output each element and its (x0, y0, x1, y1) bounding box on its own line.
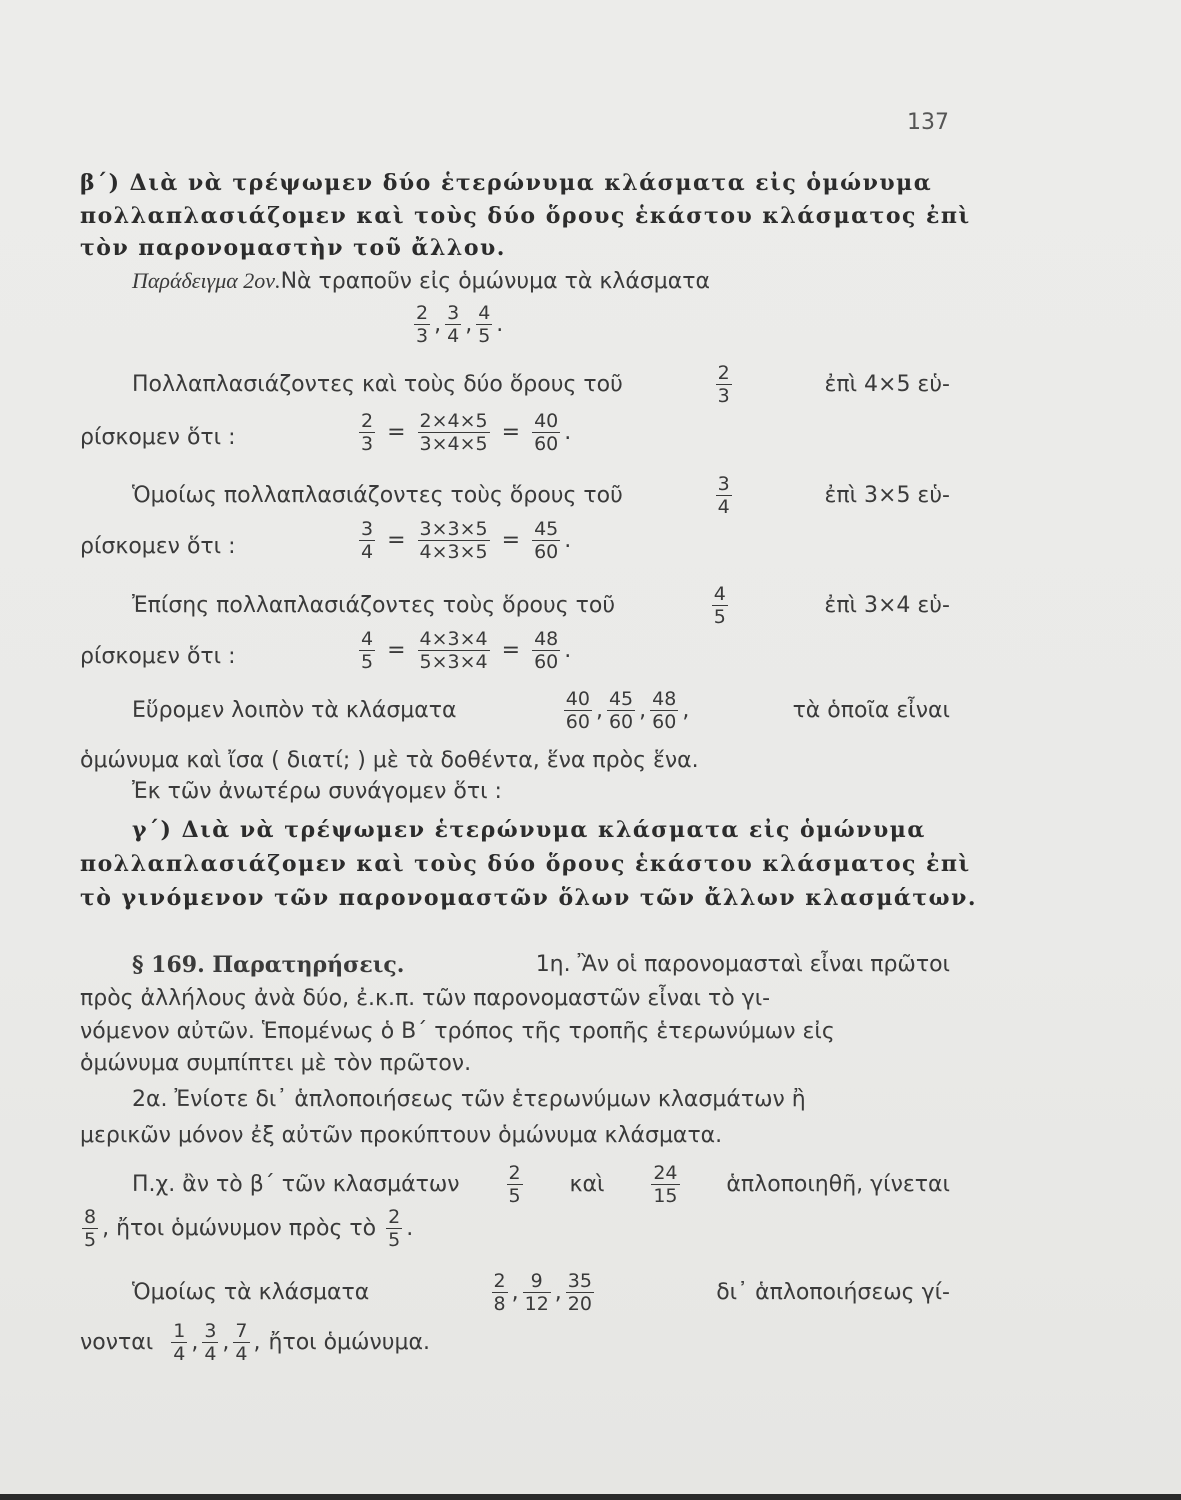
numerator: 4×3×4 (419, 628, 488, 650)
text: 1η. Ἂν οἱ παρονομασταὶ εἶναι πρῶτοι (535, 952, 950, 977)
section-heading: § 169. Παρατηρήσεις. (132, 952, 405, 978)
comma: , (682, 697, 690, 723)
section-169-line-1 (132, 950, 950, 980)
numerator: 45 (608, 688, 634, 710)
found-line-2: ὁμώνυμα καὶ ἴσα ( διατί; ) μὲ τὰ δοθέντα, ἕνα πρὸς ἕνα. (80, 748, 699, 773)
comma: , (595, 697, 603, 723)
section-169-line-4: ὁμώνυμα συμπίπτει μὲ τὸν πρῶτον. (80, 1051, 472, 1076)
denominator: 4 (204, 1343, 217, 1365)
denominator: 5 (84, 1229, 97, 1251)
example-label: Παράδειγμα 2ον. (132, 268, 281, 293)
comma: , (554, 1279, 562, 1305)
fraction (82, 1206, 98, 1251)
section-169-line-2 (80, 984, 950, 1014)
rule-c-line-2 (80, 849, 971, 879)
found-line-3: Ἐκ τῶν ἀνωτέρω συνάγομεν ὅτι : (132, 779, 502, 804)
numerator: 4 (361, 628, 374, 650)
denominator: 3 (717, 385, 730, 407)
fraction (716, 362, 732, 407)
rule-c-line-1 (132, 815, 950, 845)
numerator: 2 (717, 362, 730, 384)
fraction (171, 1320, 187, 1365)
period: . (564, 420, 572, 445)
section-169-line-6: μερικῶν μόνον ἐξ αὐτῶν προκύπτουν ὁμώνυμα κλάσματα. (80, 1123, 723, 1148)
text: ἤτοι ὁμώνυμα. (268, 1330, 430, 1355)
example-px-line-2 (78, 1206, 413, 1251)
denominator: 4 (235, 1343, 248, 1365)
text: πρὸς ἀλλήλους ἀνὰ δύο, ἐ.κ.π. τῶν παρονομαστῶν εἶναι τὸ γι- (80, 986, 771, 1011)
comma: , (639, 697, 647, 723)
text: τὰ ὁποῖα εἶναι (792, 697, 950, 723)
text: νονται (80, 1330, 154, 1355)
fraction (414, 302, 430, 347)
numerator: 2 (388, 1206, 401, 1228)
denominator: 4×3×5 (419, 541, 488, 563)
denominator: 3 (361, 433, 374, 455)
step2-equation (355, 518, 571, 563)
text: νόμενον αὐτῶν. Ἑπομένως ὁ Β΄ τρόπος τῆς τροπῆς ἑτερωνύμων εἰς (80, 1019, 835, 1044)
numerator: 3×3×5 (419, 518, 488, 540)
fraction (418, 410, 490, 455)
step3-finding: ρίσκομεν ὅτι : (80, 644, 236, 669)
fraction (359, 628, 375, 673)
found-line (132, 688, 950, 733)
comma: , (465, 312, 473, 337)
numerator: 45 (534, 518, 559, 540)
fraction (202, 1320, 218, 1365)
numerator: 3 (361, 518, 374, 540)
denominator: 3×4×5 (419, 433, 488, 455)
section-169-line-3 (80, 1017, 950, 1047)
text: πολλαπλασιάζομεν καὶ τοὺς δύο ὅρους ἑκάστου κλάσματος ἐπὶ (80, 851, 971, 877)
numerator: 4 (478, 302, 491, 324)
denominator: 5×3×4 (419, 651, 488, 673)
denominator: 15 (653, 1185, 678, 1207)
numerator: 8 (84, 1206, 97, 1228)
numerator: 40 (565, 688, 590, 710)
fraction (418, 518, 490, 563)
equals-sign: = (387, 528, 406, 553)
fraction (532, 410, 560, 455)
fraction (532, 518, 560, 563)
fraction (651, 1162, 679, 1207)
text: Πολλαπλασιάζοντες καὶ τοὺς δύο ὅρους τοῦ (132, 371, 623, 397)
fraction (476, 302, 492, 347)
numerator: 2 (416, 302, 429, 324)
example-line (132, 266, 1002, 297)
text: Εὕρομεν λοιπὸν τὰ κλάσματα (132, 697, 457, 723)
rule-c-line-3: τὸ γινόμενον τῶν παρονομαστῶν ὅλων τῶν ἄλλων κλασμάτων. (80, 885, 978, 911)
numerator: 48 (652, 688, 677, 710)
fraction (445, 302, 461, 347)
denominator: 5 (478, 325, 491, 347)
equals-sign: = (387, 638, 406, 663)
text: , ἤτοι ὁμώνυμον πρὸς τὸ (102, 1216, 377, 1241)
denominator: 5 (713, 606, 726, 628)
numerator: 3 (447, 302, 460, 324)
step3-equation (355, 628, 571, 673)
denominator: 5 (361, 651, 374, 673)
denominator: 60 (534, 541, 559, 563)
denominator: 4 (361, 541, 374, 563)
section-169-line-5 (132, 1085, 950, 1115)
denominator: 4 (717, 496, 730, 518)
step1-finding: ρίσκομεν ὅτι : (80, 425, 236, 450)
example-text: Νὰ τραποῦν εἰς ὁμώνυμα τὰ κλάσματα (280, 269, 711, 294)
text: Π.χ. ἂν τὸ β΄ τῶν κλασμάτων (132, 1171, 460, 1197)
numerator: 48 (534, 628, 559, 650)
rule-b-line-2 (80, 201, 971, 231)
fraction (233, 1320, 249, 1365)
numerator: 3 (717, 473, 730, 495)
period: . (406, 1216, 414, 1241)
fraction (712, 583, 728, 628)
step2-line (132, 473, 950, 518)
fraction (507, 1162, 523, 1207)
example-px-line (132, 1162, 950, 1207)
numerator: 40 (534, 410, 559, 432)
fraction (607, 688, 635, 733)
step2-finding: ρίσκομεν ὅτι : (80, 534, 236, 559)
similar-line (132, 1270, 950, 1315)
denominator: 60 (608, 711, 634, 733)
denominator: 5 (388, 1229, 401, 1251)
comma: , (511, 1279, 519, 1305)
fraction (359, 410, 375, 455)
fraction (650, 688, 678, 733)
denominator: 4 (447, 325, 460, 347)
similar-fractions (488, 1270, 598, 1315)
denominator: 4 (173, 1343, 186, 1365)
scan-edge (0, 1494, 1181, 1500)
step3-line (132, 583, 950, 628)
fraction (532, 628, 560, 673)
numerator: 2 (493, 1270, 506, 1292)
equals-sign: = (501, 638, 521, 663)
denominator: 3 (416, 325, 429, 347)
text: ἐπὶ 3×4 εὑ- (824, 592, 950, 618)
fraction (564, 688, 592, 733)
numerator: 1 (173, 1320, 186, 1342)
text: Ὁμοίως τὰ κλάσματα (132, 1279, 370, 1305)
fraction (492, 1270, 508, 1315)
denominator: 60 (534, 651, 559, 673)
denominator: 12 (524, 1293, 549, 1315)
step1-equation (355, 410, 571, 455)
equals-sign: = (501, 528, 521, 553)
fraction (523, 1270, 551, 1315)
denominator: 20 (567, 1293, 592, 1315)
numerator: 9 (530, 1270, 543, 1292)
equals-sign: = (387, 420, 406, 445)
comma: , (253, 1330, 261, 1355)
step1-line (132, 362, 950, 407)
rule-b-line-1 (80, 168, 950, 198)
denominator: 60 (534, 433, 559, 455)
text: β΄) Διὰ νὰ τρέψωμεν δύο ἑτερώνυμα κλάσματα εἰς ὁμώνυμα (80, 170, 933, 196)
comma: , (191, 1330, 199, 1355)
rule-b-line-3: τὸν παρονομαστὴν τοῦ ἄλλου. (80, 235, 506, 261)
text: ἁπλοποιηθῆ, γίνεται (726, 1171, 950, 1197)
text: γ΄) Διὰ νὰ τρέψωμεν ἑτερώνυμα κλάσματα εἰς ὁμώνυμα (132, 817, 926, 843)
numerator: 24 (653, 1162, 678, 1184)
equals-sign: = (501, 420, 521, 445)
numerator: 2 (508, 1162, 521, 1184)
numerator: 35 (567, 1270, 592, 1292)
similar-line-2 (80, 1320, 430, 1365)
fraction (566, 1270, 594, 1315)
text: πολλαπλασιάζομεν καὶ τοὺς δύο ὅρους ἑκάστου κλάσματος ἐπὶ (80, 203, 971, 229)
fraction (386, 1206, 402, 1251)
comma: , (222, 1330, 230, 1355)
found-fractions (560, 688, 690, 733)
page-number: 137 (907, 110, 949, 135)
numerator: 3 (204, 1320, 217, 1342)
period: . (496, 312, 504, 337)
text: ἐπὶ 4×5 εὑ- (824, 371, 950, 397)
text: δι᾽ ἁπλοποιήσεως γί- (716, 1279, 950, 1305)
period: . (564, 638, 572, 663)
fraction (418, 628, 490, 673)
numerator: 2 (361, 410, 374, 432)
text: ἐπὶ 3×5 εὑ- (824, 482, 950, 508)
text: Ἐπίσης πολλαπλασιάζοντες τοὺς ὅρους τοῦ (132, 592, 616, 618)
denominator: 5 (508, 1185, 521, 1207)
fraction (359, 518, 375, 563)
text: Ὁμοίως πολλαπλασιάζοντες τοὺς ὅρους τοῦ (132, 482, 623, 508)
denominator: 8 (493, 1293, 506, 1315)
denominator: 60 (652, 711, 677, 733)
period: . (564, 528, 572, 553)
example-fractions (410, 302, 503, 347)
numerator: 7 (235, 1320, 248, 1342)
denominator: 60 (565, 711, 590, 733)
fraction (716, 473, 732, 518)
numerator: 4 (713, 583, 726, 605)
text: 2α. Ἐνίοτε δι᾽ ἁπλοποιήσεως τῶν ἑτερωνύμων κλασμάτων ἢ (132, 1087, 806, 1112)
text: καὶ (569, 1171, 605, 1197)
comma: , (434, 312, 442, 337)
numerator: 2×4×5 (419, 410, 488, 432)
